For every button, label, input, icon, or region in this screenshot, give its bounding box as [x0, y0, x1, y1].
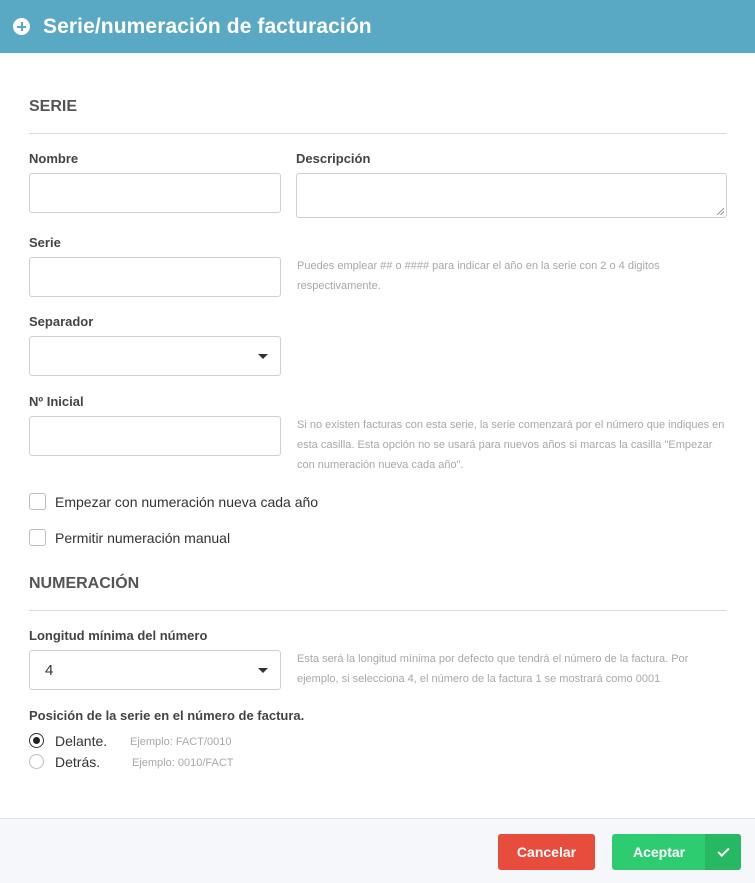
descripcion-label: Descripción: [296, 151, 371, 166]
descripcion-textarea[interactable]: [296, 173, 727, 218]
check-icon: [717, 844, 729, 856]
modal-header: [0, 0, 755, 53]
checkbox-manual-label[interactable]: Permitir numeración manual: [55, 530, 231, 546]
longitud-help-text: Esta será la longitud mínima por defecto que tendrá el número de la factura. Por ejemplo, si selecciona 4, el número de la factura 1 se mostrará como 0001: [297, 653, 689, 685]
inicial-input[interactable]: [29, 416, 281, 456]
section-divider: [29, 133, 727, 134]
section-title-serie: SERIE: [29, 98, 78, 115]
serie-input[interactable]: [29, 257, 281, 297]
resize-grip-icon[interactable]: [717, 208, 724, 215]
radio-delante-label[interactable]: Delante.: [55, 733, 108, 749]
longitud-label: Longitud mínima del número: [29, 628, 208, 643]
accept-button[interactable]: [612, 834, 741, 870]
longitud-select[interactable]: [29, 650, 281, 690]
section-title-numeracion: NUMERACIÓN: [29, 575, 140, 592]
serie-label: Serie: [29, 235, 61, 250]
radio-delante[interactable]: [29, 733, 44, 748]
section-divider: [29, 610, 727, 611]
caret-down-icon: [258, 668, 268, 673]
nombre-input[interactable]: [29, 173, 281, 213]
plus-circle-icon: [13, 18, 30, 35]
serie-help-text: Puedes emplear ## o #### para indicar el año en la serie con 2 o 4 digitos respectivamente.: [297, 260, 660, 292]
caret-down-icon: [258, 354, 268, 359]
inicial-label: Nº Inicial: [29, 394, 84, 409]
modal-footer: [0, 818, 755, 883]
checkbox-nueva-label[interactable]: Empezar con numeración nueva cada año: [55, 494, 319, 510]
longitud-value: 4: [45, 661, 54, 679]
delante-example: Ejemplo: FACT/0010: [130, 736, 232, 748]
radio-detras-label[interactable]: Detrás.: [55, 754, 101, 770]
modal-title: Serie/numeración de facturación: [43, 14, 372, 38]
accept-button-label: Aceptar: [633, 844, 686, 860]
separador-label: Separador: [29, 314, 94, 329]
nombre-label: Nombre: [29, 151, 79, 166]
radio-detras[interactable]: [29, 754, 44, 769]
detras-example: Ejemplo: 0010/FACT: [132, 757, 234, 769]
separador-select[interactable]: [29, 336, 281, 376]
checkbox-nueva-cada-ano[interactable]: [29, 493, 46, 510]
inicial-help-text: Si no existen facturas con esta serie, la serie comenzará por el número que indiques en esta casilla. Esta opción no se usará para nuevos años si marcas la casilla "Empezar con numeración nueva cada año".: [297, 419, 725, 471]
cancel-button[interactable]: Cancelar: [498, 834, 595, 870]
posicion-label: Posición de la serie en el número de factura.: [29, 708, 305, 723]
accept-check-area: [705, 834, 741, 870]
checkbox-numeracion-manual[interactable]: [29, 529, 46, 546]
